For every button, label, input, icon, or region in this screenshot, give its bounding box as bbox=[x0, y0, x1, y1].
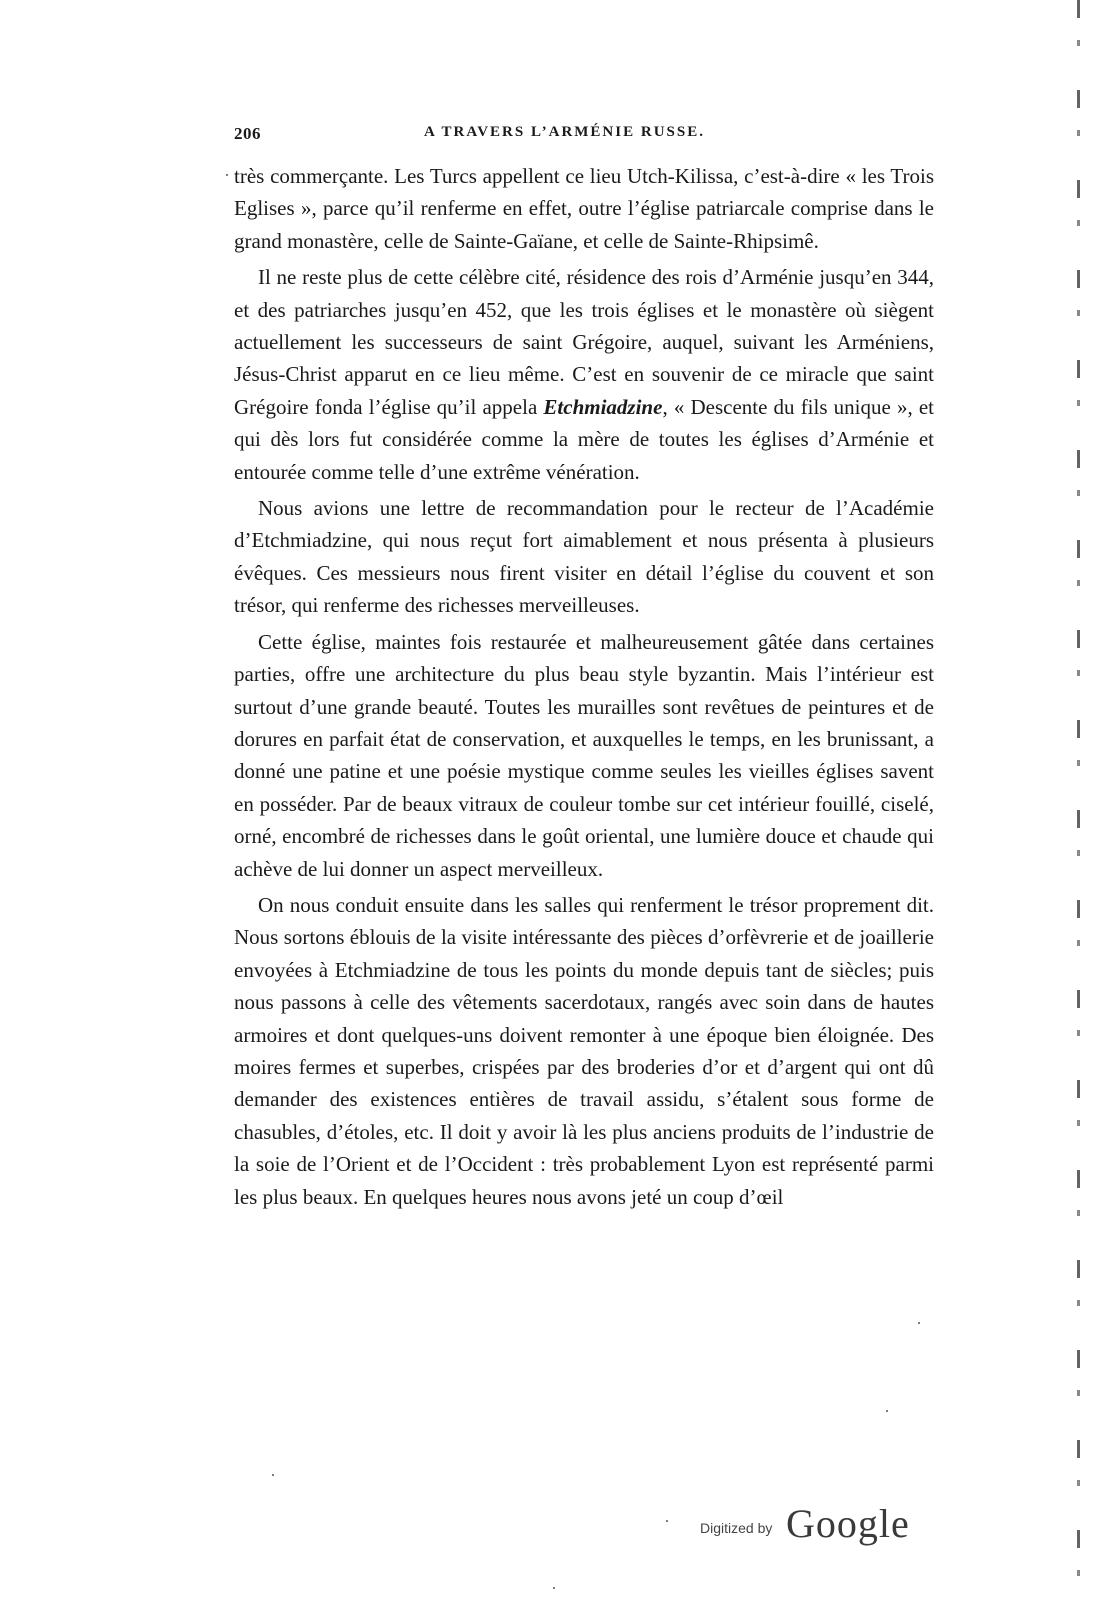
scan-speck bbox=[666, 1520, 668, 1522]
paragraph-2-text-a: Il ne reste plus de cette célèbre cité, résidence des rois d’Arménie jusqu’en 344, et des patriarches jusqu’en 452, que les trois églises et le monastère où siègent actuellement les successeurs de saint Grégoire, auquel, suivant les Arméniens, Jésus-Christ apparut en ce lieu même. C’est en souvenir de ce miracle que saint Grégoire fonda l’église qu’il appela bbox=[234, 265, 934, 419]
paragraph-1: très commerçante. Les Turcs appellent ce lieu Utch-Kilissa, c’est-à-dire « les Trois Eglises », parce qu’il renferme en effet, outre l’église patriarcale comprise dans le grand monastère, celle de Sainte-Gaïane, et celle de Sainte-Rhipsimê. bbox=[234, 164, 934, 253]
scan-speck bbox=[272, 1474, 274, 1476]
page-number: 206 bbox=[234, 124, 261, 143]
scan-speck bbox=[886, 1410, 888, 1412]
paragraph-2-italic-term: Etchmiadzine bbox=[543, 394, 663, 419]
scan-edge-artifact bbox=[1077, 0, 1080, 1600]
running-title: A TRAVERS L’ARMÉNIE RUSSE. bbox=[424, 124, 705, 140]
paragraph-3: Nous avions une lettre de recommandation pour le recteur de l’Académie d’Etchmiadzine, qui nous reçut fort aimablement et nous présenta à plusieurs évêques. Ces messieurs nous firent visiter en détail l’église du couvent et son trésor, qui renferme des richesses merveilleuses. bbox=[234, 496, 934, 618]
body-text bbox=[234, 160, 934, 1217]
scan-speck bbox=[553, 1587, 555, 1589]
paragraph-2-text-b: , « Descente du fils unique », et qui dès lors fut considérée comme la mère de toutes les églises d’Arménie et entourée comme telle d’une extrême vénération. bbox=[234, 394, 934, 484]
running-header bbox=[234, 124, 934, 148]
digitization-watermark bbox=[700, 1500, 920, 1560]
paragraph-4: Cette église, maintes fois restaurée et malheureusement gâtée dans certaines parties, offre une architecture du plus beau style byzantin. Mais l’intérieur est surtout d’une grande beauté. Toutes les murailles sont revêtues de peintures et de dorures en parfait état de conservation, et auxquelles le temps, en les brunissant, a donné une patine et une poésie mystique comme seules les vieilles églises savent en posséder. Par de beaux vitraux de couleur tombe sur cet intérieur fouillé, ciselé, orné, encombré de richesses dans le goût oriental, une lumière douce et chaude qui achève de lui donner un aspect merveilleux. bbox=[234, 629, 934, 881]
scan-speck bbox=[226, 174, 228, 176]
scan-speck bbox=[918, 1322, 920, 1324]
google-wordmark: Google bbox=[786, 1501, 910, 1546]
paragraph-2 bbox=[234, 261, 934, 488]
digitized-by-label: Digitized by bbox=[700, 1520, 773, 1536]
paragraph-5: On nous conduit ensuite dans les salles qui renferment le trésor proprement dit. Nous sortons éblouis de la visite intéressante des pièces d’orfèvrerie et de joaillerie envoyées à Etchmiadzine de tous les points du monde depuis tant de siècles; puis nous passons à celle des vêtements sacerdotaux, rangés avec soin dans de hautes armoires et dont quelques-uns doivent remonter à une époque bien éloignée. Des moires fermes et superbes, crispées par des broderies d’or et d’argent qui ont dû demander des existences entières de travail assidu, s’étalent sous forme de chasubles, d’étoles, etc. Il doit y avoir là les plus anciens produits de l’industrie de la soie de l’Orient et de l’Occident : très probablement Lyon est représenté parmi les plus beaux. En quelques heures nous avons jeté un coup d’œil bbox=[234, 892, 934, 1209]
